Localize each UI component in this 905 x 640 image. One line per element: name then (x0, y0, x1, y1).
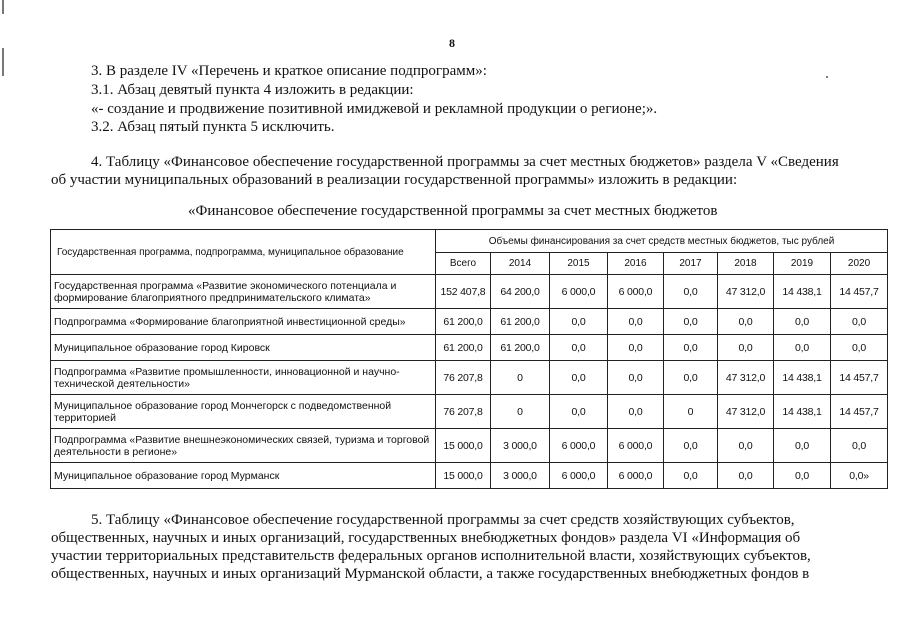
value-cell: 0,0 (831, 429, 888, 463)
value-cell: 0,0 (664, 335, 718, 361)
row-name-cell: Муниципальное образование город Мончегорск с подведомственной территорией (51, 395, 436, 429)
value-cell: 0,0 (608, 335, 664, 361)
value-cell: 0 (491, 361, 550, 395)
value-cell: 14 438,1 (774, 361, 831, 395)
value-cell: 6 000,0 (550, 429, 608, 463)
value-cell: 0,0» (831, 463, 888, 489)
value-cell: 61 200,0 (491, 335, 550, 361)
value-cell: 76 207,8 (436, 361, 491, 395)
value-cell: 47 312,0 (718, 275, 774, 309)
margin-mark-top (2, 0, 4, 14)
table-row (51, 429, 888, 463)
value-cell: 0,0 (664, 463, 718, 489)
table-row (51, 309, 888, 335)
col-header-group: Объемы финансирования за счет средств местных бюджетов, тыс рублей (436, 230, 888, 253)
col-header-year: Всего (436, 253, 491, 275)
page-number: 8 (449, 36, 455, 50)
col-header-year: 2016 (608, 253, 664, 275)
value-cell: 0,0 (718, 429, 774, 463)
paragraph-5-line3: участии территориальных представительств федеральных органов исполнительной власти, хозяйствующих субъектов, (51, 548, 811, 564)
financing-table (50, 229, 888, 489)
table-row (51, 463, 888, 489)
value-cell: 0,0 (550, 361, 608, 395)
value-cell: 64 200,0 (491, 275, 550, 309)
value-cell: 15 000,0 (436, 429, 491, 463)
col-header-year: 2015 (550, 253, 608, 275)
table-row (51, 275, 888, 309)
row-name-cell: Подпрограмма «Развитие внешнеэкономических связей, туризма и торговой деятельности в регионе» (51, 429, 436, 463)
col-header-year: 2014 (491, 253, 550, 275)
value-cell: 6 000,0 (608, 275, 664, 309)
value-cell: 0,0 (774, 463, 831, 489)
row-name-cell: Подпрограмма «Развитие промышленности, инновационной и научно-технической деятельности» (51, 361, 436, 395)
value-cell: 6 000,0 (550, 275, 608, 309)
table-row (51, 361, 888, 395)
value-cell: 0,0 (774, 309, 831, 335)
value-cell: 15 000,0 (436, 463, 491, 489)
row-name-cell: Государственная программа «Развитие экономического потенциала и формирование благоприятного предпринимательского климата» (51, 275, 436, 309)
value-cell: 0,0 (550, 395, 608, 429)
paragraph-4-line1: 4. Таблицу «Финансовое обеспечение государственной программы за счет местных бюджетов» раздела V «Сведения (91, 154, 839, 170)
value-cell: 61 200,0 (491, 309, 550, 335)
paragraph-3-2: 3.2. Абзац пятый пункта 5 исключить. (91, 119, 335, 135)
value-cell: 0,0 (774, 335, 831, 361)
value-cell: 0,0 (774, 429, 831, 463)
col-header-program: Государственная программа, подпрограмма, муниципальное образование (51, 230, 436, 275)
paragraph-5-line4: общественных, научных и иных организаций Мурманской области, а также государственных внебюджетных фондов в (51, 566, 810, 582)
paragraph-5-line2: общественных, научных и иных организаций, государственных внебюджетных фондов» раздела VI «Информация об (51, 530, 801, 546)
value-cell: 0,0 (831, 335, 888, 361)
value-cell: 14 457,7 (831, 395, 888, 429)
value-cell: 0,0 (550, 335, 608, 361)
value-cell: 0 (491, 395, 550, 429)
value-cell: 0,0 (718, 463, 774, 489)
col-header-year: 2018 (718, 253, 774, 275)
value-cell: 0,0 (718, 335, 774, 361)
value-cell: 0,0 (608, 309, 664, 335)
value-cell: 14 457,7 (831, 275, 888, 309)
value-cell: 14 457,7 (831, 361, 888, 395)
value-cell: 0,0 (608, 395, 664, 429)
margin-mark-middle (2, 48, 4, 76)
value-cell: 6 000,0 (608, 463, 664, 489)
value-cell: 6 000,0 (608, 429, 664, 463)
paragraph-3-1: 3.1. Абзац девятый пункта 4 изложить в редакции: (91, 82, 414, 98)
value-cell: 47 312,0 (718, 395, 774, 429)
value-cell: 0,0 (664, 361, 718, 395)
paragraph-section-iv: 3. В разделе IV «Перечень и краткое описание подпрограмм»: (91, 63, 487, 79)
value-cell: 14 438,1 (774, 275, 831, 309)
value-cell: 0,0 (664, 275, 718, 309)
paragraph-5-line1: 5. Таблицу «Финансовое обеспечение государственной программы за счет средств хозяйствующих субъектов, (91, 512, 795, 528)
value-cell: 152 407,8 (436, 275, 491, 309)
value-cell: 0,0 (664, 429, 718, 463)
value-cell: 0,0 (718, 309, 774, 335)
row-name-cell: Подпрограмма «Формирование благоприятной инвестиционной среды» (51, 309, 436, 335)
value-cell: 0,0 (831, 309, 888, 335)
col-header-year: 2019 (774, 253, 831, 275)
value-cell: 3 000,0 (491, 429, 550, 463)
value-cell: 61 200,0 (436, 309, 491, 335)
table-row (51, 395, 888, 429)
value-cell: 0 (664, 395, 718, 429)
value-cell: 0,0 (608, 361, 664, 395)
paragraph-4-line2: об участии муниципальных образований в реализации государственной программы» изложить в редакции: (51, 172, 738, 188)
table-caption: «Финансовое обеспечение государственной программы за счет местных бюджетов (188, 203, 718, 219)
value-cell: 14 438,1 (774, 395, 831, 429)
value-cell: 61 200,0 (436, 335, 491, 361)
paragraph-quote: «- создание и продвижение позитивной имиджевой и рекламной продукции о регионе;». (91, 101, 658, 117)
row-name-cell: Муниципальное образование город Мурманск (51, 463, 436, 489)
scan-speck (826, 76, 828, 78)
value-cell: 6 000,0 (550, 463, 608, 489)
col-header-year: 2017 (664, 253, 718, 275)
table-row (51, 335, 888, 361)
value-cell: 47 312,0 (718, 361, 774, 395)
value-cell: 76 207,8 (436, 395, 491, 429)
row-name-cell: Муниципальное образование город Кировск (51, 335, 436, 361)
value-cell: 3 000,0 (491, 463, 550, 489)
value-cell: 0,0 (664, 309, 718, 335)
col-header-year: 2020 (831, 253, 888, 275)
value-cell: 0,0 (550, 309, 608, 335)
